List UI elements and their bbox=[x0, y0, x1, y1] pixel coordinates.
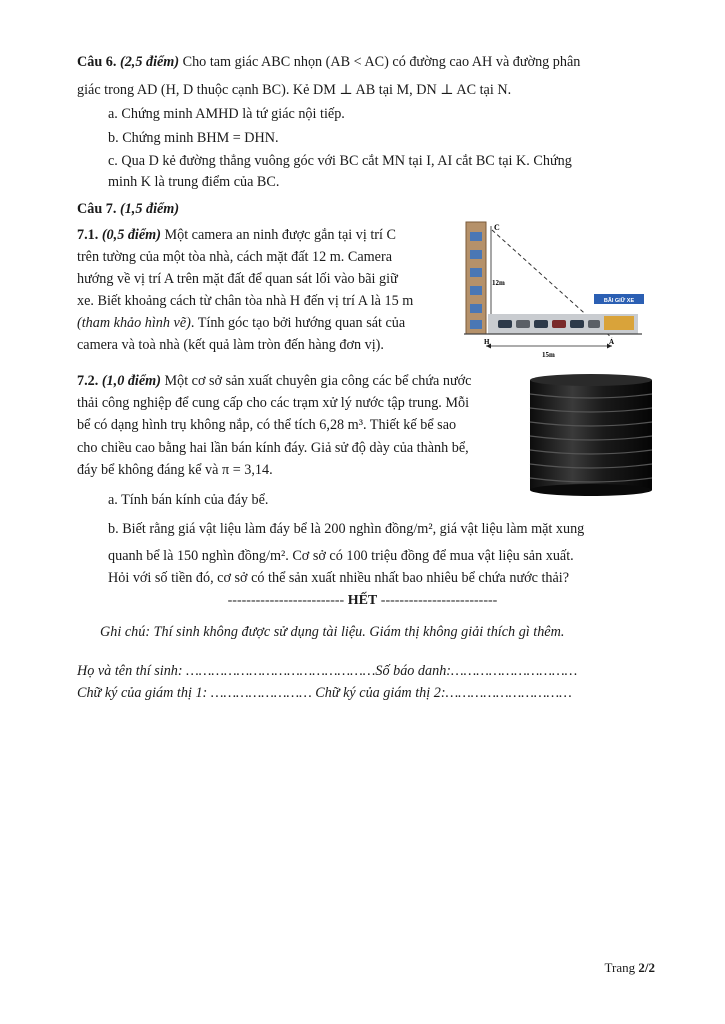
exam-note: Ghi chú: Thí sinh không được sử dụng tài liệu. Giám thị không giải thích gì thêm. bbox=[100, 624, 565, 640]
camera-figure bbox=[462, 218, 648, 360]
water-tank-image bbox=[526, 372, 656, 498]
q72-text-1: Một cơ sở sản xuất chuyên gia công các bể chứa nước bbox=[160, 373, 472, 389]
q72-line-2: thải công nghiệp để cung cấp cho các trạm xử lý nước tập trung. Mỗi bbox=[77, 395, 470, 411]
q71-line-4: xe. Biết khoảng cách từ chân tòa nhà H đến vị trí A là 15 m bbox=[77, 293, 414, 309]
window bbox=[470, 320, 482, 329]
q71-line-2: trên tường của một tòa nhà, cách mặt đất 12 m. Camera bbox=[77, 249, 392, 265]
q72-line-3: bể có dạng hình trụ không nắp, có thể tích 6,28 m³. Thiết kế bể sao bbox=[77, 417, 457, 433]
q72-part-a: a. Tính bán kính của đáy bể. bbox=[108, 492, 269, 508]
q6-label: Câu 6. bbox=[77, 54, 117, 70]
q7-heading bbox=[77, 199, 179, 219]
label-height: 12m bbox=[492, 279, 505, 287]
window bbox=[470, 232, 482, 241]
q72-part-b-1: b. Biết rằng giá vật liệu làm đáy bể là 200 nghìn đồng/m², giá vật liệu làm mặt xung bbox=[108, 521, 585, 537]
car bbox=[570, 320, 584, 328]
end-marker bbox=[0, 593, 725, 609]
window bbox=[470, 304, 482, 313]
page-label: Trang bbox=[604, 960, 639, 975]
end-dashes-left: ------------------------- bbox=[227, 593, 345, 608]
q72-line-5: đáy bể không đáng kể và π = 3,14. bbox=[77, 462, 273, 478]
page-num: 2/2 bbox=[638, 960, 655, 975]
q72-label: 7.2. bbox=[77, 373, 99, 389]
q6-line-2: giác trong AD (H, D thuộc cạnh BC). Kẻ DM ⊥ AB tại M, DN ⊥ AC tại N. bbox=[77, 82, 512, 98]
gate bbox=[604, 316, 634, 330]
label-c: C bbox=[494, 223, 500, 232]
q72-part-b-3: Hỏi với số tiền đó, cơ sở có thể sản xuất nhiều nhất bao nhiêu bể chứa nước thải? bbox=[108, 570, 570, 586]
q6-part-c-1: c. Qua D kẻ đường thẳng vuông góc với BC cắt MN tại I, AI cắt BC tại K. Chứng bbox=[108, 153, 572, 169]
q6-line-1 bbox=[77, 52, 580, 72]
label-h: H bbox=[484, 338, 490, 346]
car bbox=[534, 320, 548, 328]
q6-part-a: a. Chứng minh AMHD là tứ giác nội tiếp. bbox=[108, 106, 345, 122]
q71-line-5 bbox=[77, 313, 405, 333]
q6-text-1: Cho tam giác ABC nhọn (AB < AC) có đường cao AH và đường phân bbox=[179, 54, 581, 70]
q6-points: (2,5 điểm) bbox=[119, 54, 180, 70]
q72-line-4: cho chiều cao bằng hai lần bán kính đáy. Giả sử độ dày của thành bể, bbox=[77, 440, 469, 456]
parking-sign-text: BÃI GIỮ XE bbox=[603, 298, 635, 304]
page-number bbox=[605, 960, 655, 976]
car bbox=[516, 320, 530, 328]
q72-line-1 bbox=[77, 371, 471, 391]
tank-bottom bbox=[530, 484, 652, 496]
end-dashes-right: ------------------------- bbox=[380, 593, 498, 608]
q71-text-1: Một camera an ninh được gắn tại vị trí C bbox=[160, 227, 396, 243]
q7-label: Câu 7. bbox=[77, 201, 117, 217]
q72-part-b-2: quanh bể là 150 nghìn đồng/m². Cơ sở có 100 triệu đồng để mua vật liệu sản xuất. bbox=[108, 548, 574, 564]
window bbox=[470, 250, 482, 259]
q71-points: (0,5 điểm) bbox=[101, 227, 161, 243]
q6-part-b: b. Chứng minh BHM = DHN. bbox=[108, 130, 279, 146]
tank-top bbox=[530, 374, 652, 386]
q71-line-1 bbox=[77, 225, 396, 245]
car bbox=[498, 320, 512, 328]
window bbox=[470, 268, 482, 277]
car bbox=[552, 320, 566, 328]
q7-points: (1,5 điểm) bbox=[119, 201, 180, 217]
car bbox=[588, 320, 600, 328]
q6-part-c-2: minh K là trung điểm của BC. bbox=[108, 174, 280, 190]
label-distance: 15m bbox=[542, 351, 555, 359]
q71-line-6: camera và toà nhà (kết quả làm tròn đến hàng đơn vị). bbox=[77, 337, 384, 353]
label-a: A bbox=[609, 338, 615, 346]
q71-label: 7.1. bbox=[77, 227, 99, 243]
window bbox=[470, 286, 482, 295]
candidate-info: Họ và tên thí sinh: ………………………………………Số báo danh:………………………… bbox=[77, 663, 578, 679]
q71-text-5: . Tính góc tạo bởi hướng quan sát của bbox=[190, 315, 406, 331]
q72-points: (1,0 điểm) bbox=[101, 373, 161, 389]
supervisor-signatures: Chữ ký của giám thị 1: …………………… Chữ ký của giám thị 2:………………………… bbox=[77, 685, 572, 701]
end-word: HẾT bbox=[347, 593, 378, 608]
q71-line-3: hướng về vị trí A trên mặt đất để quan sát lối vào bãi giữ bbox=[77, 271, 398, 287]
q71-ref-figure: (tham khảo hình vẽ) bbox=[77, 315, 191, 331]
